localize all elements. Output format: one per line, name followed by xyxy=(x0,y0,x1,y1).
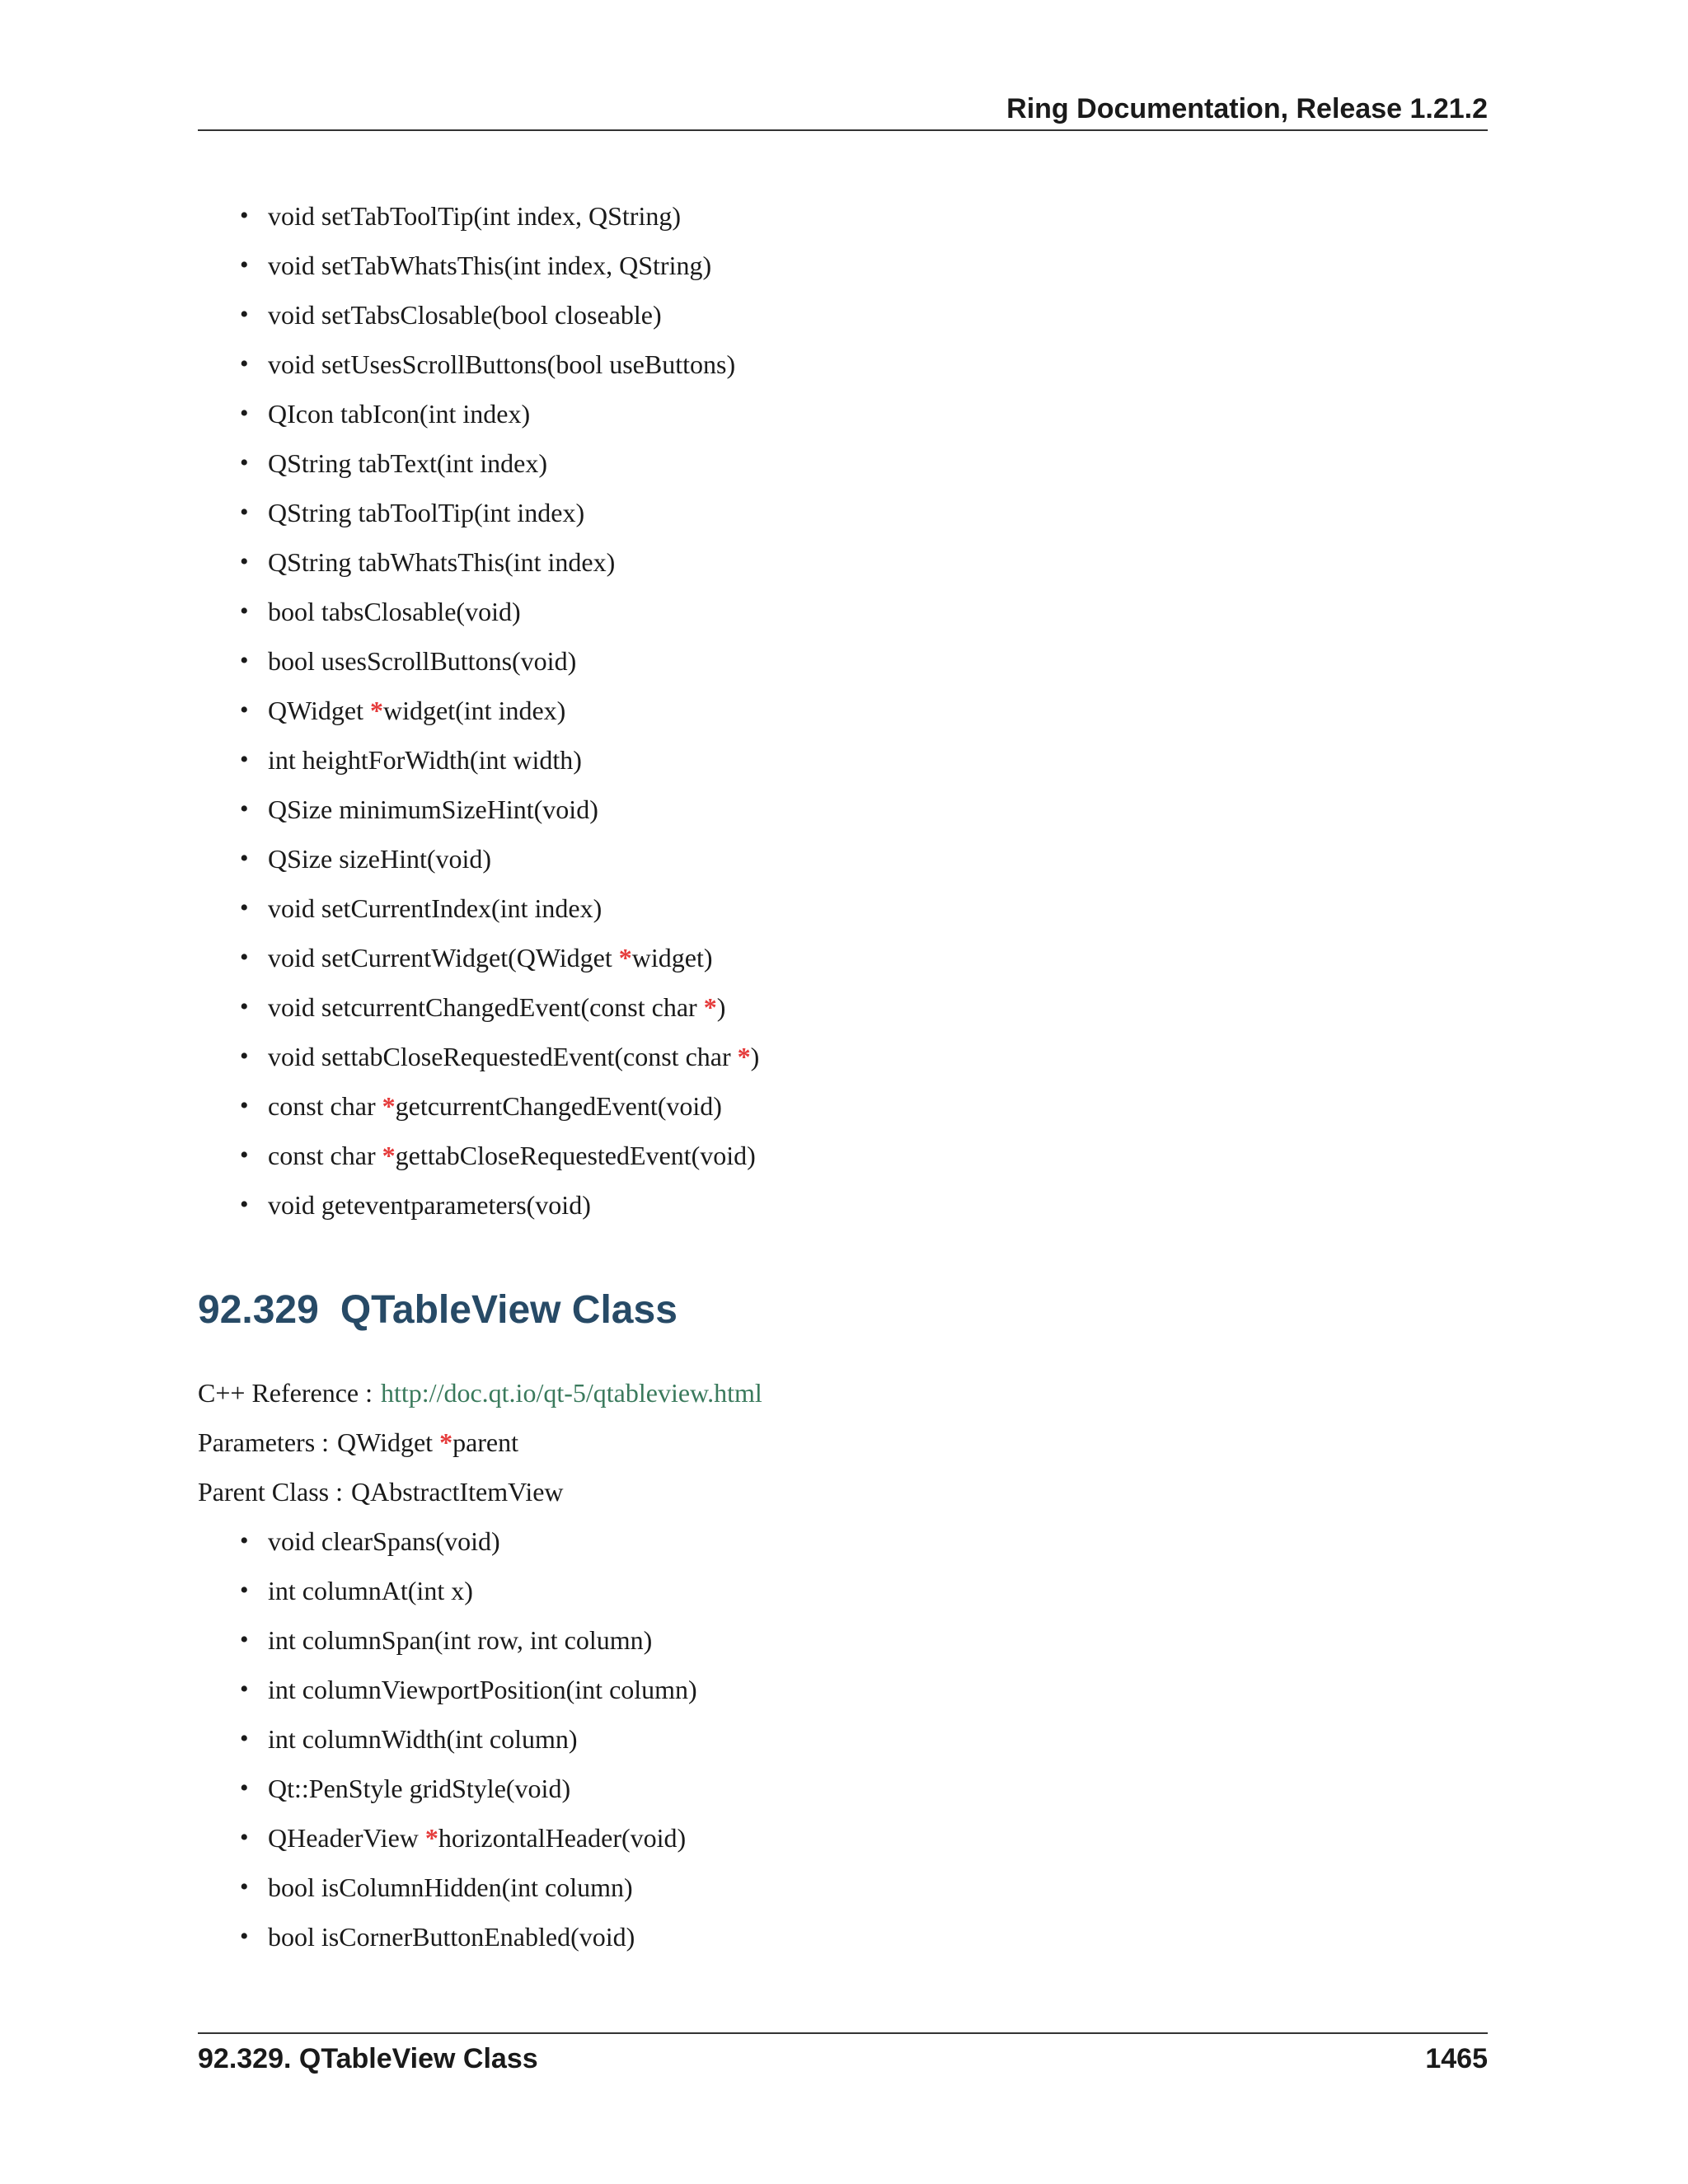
footer-section-label: 92.329. QTableView Class xyxy=(198,2043,538,2074)
method-item: • int heightForWidth(int width) xyxy=(240,735,759,785)
method-item: • QSize minimumSizeHint(void) xyxy=(240,785,759,834)
method-item: • QString tabText(int index) xyxy=(240,438,759,488)
method-item: • void clearSpans(void) xyxy=(240,1516,697,1566)
section-number: 92.329 xyxy=(198,1288,319,1332)
method-item: • int columnViewportPosition(int column) xyxy=(240,1665,697,1714)
parameters-label: Parameters : xyxy=(198,1427,330,1457)
footer-rule xyxy=(198,2032,1488,2034)
method-item: • const char *getcurrentChangedEvent(void) xyxy=(240,1081,759,1131)
method-item: • void setcurrentChangedEvent(const char *) xyxy=(240,982,759,1032)
method-item: • void settabCloseRequestedEvent(const char *) xyxy=(240,1032,759,1081)
running-header: Ring Documentation, Release 1.21.2 xyxy=(1006,93,1488,124)
method-item: • Qt::PenStyle gridStyle(void) xyxy=(240,1764,697,1813)
cpp-reference-line xyxy=(198,1368,762,1418)
cpp-reference-label: C++ Reference : xyxy=(198,1378,373,1408)
section-heading xyxy=(198,1286,678,1335)
pointer-star: * xyxy=(370,696,384,725)
method-list-qtableview xyxy=(240,1516,697,1961)
method-item: • int columnSpan(int row, int column) xyxy=(240,1615,697,1665)
method-item: • bool isColumnHidden(int column) xyxy=(240,1863,697,1912)
pointer-star: * xyxy=(737,1042,751,1071)
pointer-star: * xyxy=(703,992,717,1022)
pointer-star: * xyxy=(424,1823,438,1853)
method-item: • bool usesScrollButtons(void) xyxy=(240,636,759,686)
method-item: • int columnWidth(int column) xyxy=(240,1714,697,1764)
parameters-value: QWidget *parent xyxy=(337,1427,519,1457)
method-item: • QWidget *widget(int index) xyxy=(240,686,759,735)
method-item: • QString tabToolTip(int index) xyxy=(240,488,759,537)
section-title: QTableView Class xyxy=(340,1288,678,1332)
parent-class-label: Parent Class : xyxy=(198,1477,343,1507)
method-item: • void setTabToolTip(int index, QString) xyxy=(240,191,759,241)
parent-class-value: QAbstractItemView xyxy=(350,1477,564,1507)
pointer-star: * xyxy=(439,1427,453,1457)
pointer-star: * xyxy=(382,1141,396,1170)
cpp-reference-link[interactable]: http://doc.qt.io/qt-5/qtableview.html xyxy=(381,1378,762,1408)
method-item: • void setTabWhatsThis(int index, QString) xyxy=(240,241,759,290)
page-footer xyxy=(198,2040,1488,2078)
method-item: • QIcon tabIcon(int index) xyxy=(240,389,759,438)
method-item: • bool tabsClosable(void) xyxy=(240,587,759,636)
method-item: • QHeaderView *horizontalHeader(void) xyxy=(240,1813,697,1863)
page-number: 1465 xyxy=(1425,2043,1488,2074)
method-item: • void setCurrentIndex(int index) xyxy=(240,883,759,933)
method-list-qtabwidget xyxy=(240,191,759,1230)
method-item: • QSize sizeHint(void) xyxy=(240,834,759,883)
method-item: • void setUsesScrollButtons(bool useButtons) xyxy=(240,340,759,389)
pointer-star: * xyxy=(382,1091,396,1121)
method-item: • void setTabsClosable(bool closeable) xyxy=(240,290,759,340)
header-rule xyxy=(198,129,1488,131)
parent-class-line xyxy=(198,1467,564,1516)
method-item: • const char *gettabCloseRequestedEvent(void) xyxy=(240,1131,759,1180)
parameters-line xyxy=(198,1418,518,1467)
method-item: • bool isCornerButtonEnabled(void) xyxy=(240,1912,697,1961)
method-item: • int columnAt(int x) xyxy=(240,1566,697,1615)
method-item: • void geteventparameters(void) xyxy=(240,1180,759,1230)
method-item: • QString tabWhatsThis(int index) xyxy=(240,537,759,587)
pointer-star: * xyxy=(618,943,632,972)
method-item: • void setCurrentWidget(QWidget *widget) xyxy=(240,933,759,982)
